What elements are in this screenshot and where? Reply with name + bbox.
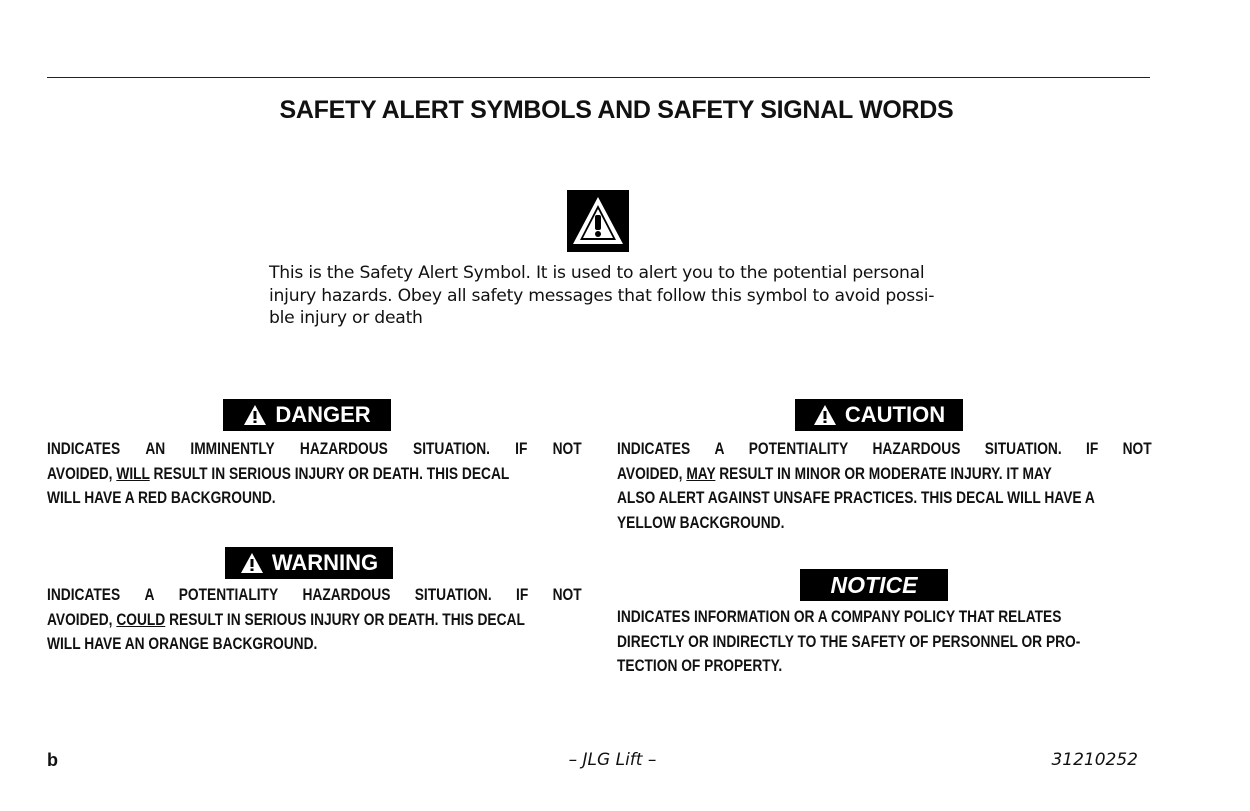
- warning-line-3: WILL HAVE AN ORANGE BACKGROUND.: [47, 634, 318, 653]
- warning-badge: [225, 547, 393, 579]
- notice-description: [617, 605, 1152, 679]
- footer-page-letter: b: [47, 750, 58, 770]
- intro-line: ble injury or death: [269, 308, 423, 328]
- caution-line-1: INDICATES A POTENTIALITY HAZARDOUS SITUATION. IF NOT: [617, 439, 1152, 458]
- caution-label: CAUTION: [844, 402, 946, 427]
- notice-line-1: INDICATES INFORMATION OR A COMPANY POLICY THAT RELATES: [617, 607, 1062, 626]
- page-title: SAFETY ALERT SYMBOLS AND SAFETY SIGNAL WORDS: [279, 96, 954, 124]
- caution-line-4: YELLOW BACKGROUND.: [617, 512, 785, 532]
- notice-label: NOTICE: [830, 571, 918, 598]
- header-rule: [47, 77, 1150, 78]
- caution-line-2: AVOIDED, MAY RESULT IN MINOR OR MODERATE INJURY. IT MAY: [617, 463, 1052, 483]
- danger-description: [47, 437, 582, 511]
- caution-badge: [795, 399, 963, 431]
- caution-line-3: ALSO ALERT AGAINST UNSAFE PRACTICES. THIS DECAL WILL HAVE A: [617, 488, 1095, 507]
- danger-line-2: AVOIDED, WILL RESULT IN SERIOUS INJURY OR DEATH. THIS DECAL: [47, 463, 510, 483]
- footer-document-number: 31210252: [1051, 750, 1138, 770]
- danger-line-1: INDICATES AN IMMINENTLY HAZARDOUS SITUATION. IF NOT: [47, 439, 582, 458]
- intro-line: injury hazards. Obey all safety messages that follow this symbol to avoid possi-: [269, 285, 935, 306]
- warning-line-1: INDICATES A POTENTIALITY HAZARDOUS SITUATION. IF NOT: [47, 585, 582, 604]
- warning-line-2: AVOIDED, COULD RESULT IN SERIOUS INJURY OR DEATH. THIS DECAL: [47, 609, 525, 629]
- warning-label: WARNING: [271, 550, 379, 575]
- danger-badge: [223, 399, 391, 431]
- notice-badge: [800, 569, 948, 601]
- danger-label: DANGER: [275, 402, 371, 427]
- intro-line: This is the Safety Alert Symbol. It is used to alert you to the potential personal: [269, 263, 925, 283]
- danger-line-3: WILL HAVE A RED BACKGROUND.: [47, 488, 276, 507]
- notice-line-2: DIRECTLY OR INDIRECTLY TO THE SAFETY OF PERSONNEL OR PRO-: [617, 631, 1081, 651]
- warning-triangle-icon: [240, 552, 264, 574]
- footer-brand: – JLG Lift –: [568, 750, 657, 770]
- notice-line-3: TECTION OF PROPERTY.: [617, 656, 783, 675]
- caution-description: [617, 437, 1152, 535]
- warning-triangle-icon: [813, 404, 837, 426]
- safety-alert-symbol-icon: [567, 190, 629, 252]
- warning-triangle-icon: [243, 404, 267, 426]
- warning-description: [47, 583, 582, 657]
- safety-alert-description: [269, 262, 949, 330]
